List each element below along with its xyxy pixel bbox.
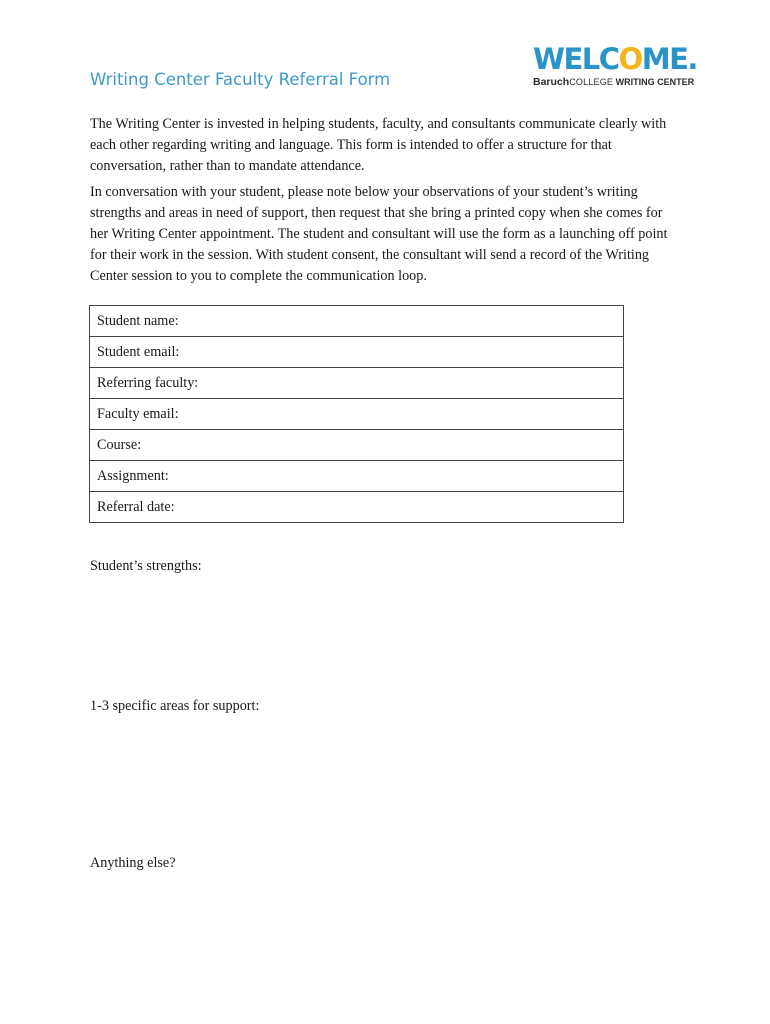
logo-subline: BaruchCOLLEGE WRITING CENTER <box>533 76 695 88</box>
intro-paragraph: The Writing Center is invested in helping students, faculty, and consultants communicate clearly with each other regarding writing and language. This form is intended to offer a structure for that conversation, rather than to mandate attendance. <box>90 116 667 174</box>
faculty-email-field[interactable] <box>90 399 624 430</box>
instructions-paragraph: In conversation with your student, please note below your observations of your student’s writing strengths and areas in need of support, then request that she bring a printed copy when she comes for her Writing Center appointment. The student and consultant will use the form as a launching off point for their work in the session. With student consent, the consultant will send a record of the Writing Center session to you to complete the communication loop. <box>90 184 668 284</box>
assignment-field[interactable] <box>90 461 624 492</box>
referral-date-field[interactable] <box>90 492 624 523</box>
form-title: Writing Center Faculty Referral Form <box>90 70 391 89</box>
logo-welcome-text: WELCOME. <box>533 42 697 76</box>
support-areas-label: 1-3 specific areas for support: <box>90 698 260 714</box>
field-label: Referring faculty: <box>97 374 199 391</box>
table-row <box>90 337 624 368</box>
referral-info-table <box>89 305 624 523</box>
table-row <box>90 368 624 399</box>
referring-faculty-field[interactable] <box>90 368 624 399</box>
student-name-field[interactable] <box>90 306 624 337</box>
field-label: Referral date: <box>97 498 175 515</box>
table-row <box>90 399 624 430</box>
table-row <box>90 306 624 337</box>
anything-else-label: Anything else? <box>90 855 176 871</box>
table-row <box>90 492 624 523</box>
field-label: Faculty email: <box>97 405 179 422</box>
welcome-logo <box>533 42 697 90</box>
student-email-field[interactable] <box>90 337 624 368</box>
field-label: Course: <box>97 436 142 453</box>
table-row <box>90 461 624 492</box>
field-label: Student name: <box>97 312 179 329</box>
table-row <box>90 430 624 461</box>
field-label: Assignment: <box>97 467 169 484</box>
strengths-label: Student’s strengths: <box>90 558 202 574</box>
field-label: Student email: <box>97 343 180 360</box>
course-field[interactable] <box>90 430 624 461</box>
